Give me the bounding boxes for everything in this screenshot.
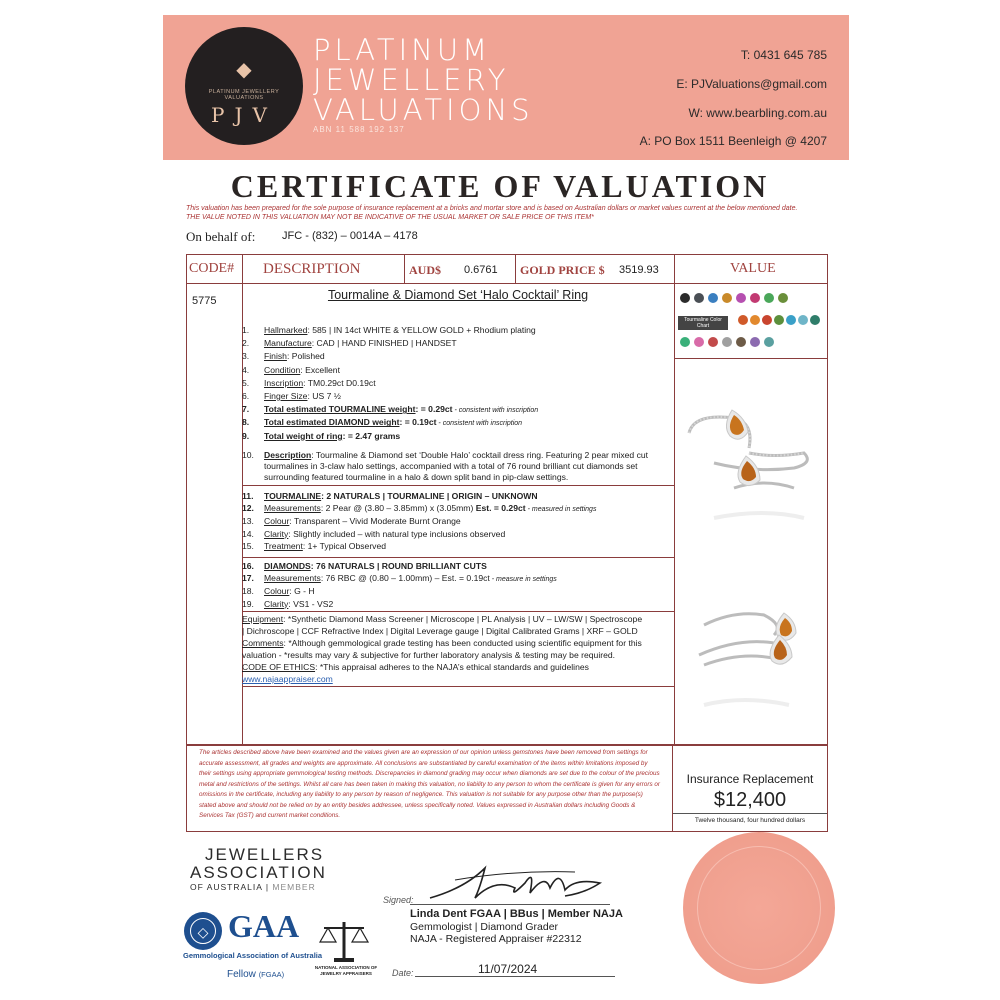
item-label: Measurements [264, 503, 321, 513]
color-swatch [764, 337, 774, 347]
section-divider [242, 485, 674, 486]
color-swatch [736, 293, 746, 303]
item-number: 3. [242, 351, 250, 362]
item-label: Colour [264, 586, 290, 596]
list-item [242, 586, 315, 596]
color-swatch [750, 293, 760, 303]
color-swatch [694, 293, 704, 303]
date-label: Date: [392, 968, 414, 978]
brand-line-1: PLATINUM [313, 33, 492, 67]
ring-photo-2 [674, 555, 827, 745]
list-item [242, 450, 648, 460]
item-number: 16. [242, 561, 254, 571]
contact-address: A: PO Box 1511 Beenleigh @ 4207 [639, 134, 827, 148]
contact-email: E: PJValuations@gmail.com [676, 77, 827, 91]
item-number: 9. [242, 430, 250, 441]
item-number: 19. [242, 598, 254, 609]
item-note: - consistent with inscription [452, 407, 539, 415]
header-gold-price: GOLD PRICE $ [520, 263, 605, 277]
contact-website: W: www.bearbling.com.au [688, 106, 827, 120]
equipment-line-1 [242, 614, 642, 624]
color-swatch [798, 315, 808, 325]
item-label: CODE OF ETHICS [242, 662, 316, 672]
color-swatch [708, 337, 718, 347]
letterhead-banner [163, 15, 849, 160]
item-text: : 2 NATURALS | TOURMALINE | ORIGIN – UNKNOWN [321, 491, 538, 501]
item-number: 6. [242, 391, 250, 401]
item-label: Total estimated DIAMOND weight [264, 417, 400, 428]
item-text: : VS1 - VS2 [288, 598, 334, 609]
item-number: 8. [242, 417, 250, 428]
item-number: 15. [242, 541, 254, 552]
jaa-line-1: JEWELLERS [205, 845, 325, 864]
item-label: Clarity [264, 598, 289, 609]
gaa-emblem [184, 912, 222, 950]
item-number: 14. [242, 528, 254, 539]
header-value: VALUE [730, 261, 776, 276]
item-text: : TM0.29ct D0.19ct [303, 377, 376, 388]
item-number: 12. [242, 503, 254, 513]
header-aud: AUD$ [409, 263, 441, 277]
insurance-value-words: Twelve thousand, four hundred dollars [673, 813, 827, 824]
list-item [242, 338, 457, 348]
item-text: : G - H [289, 586, 315, 596]
jaa-line-3: OF AUSTRALIA | MEMBER [190, 882, 316, 892]
color-swatch [750, 337, 760, 347]
gold-price-value: 3519.93 [619, 264, 659, 276]
item-text: : = 2.47 grams [342, 430, 401, 441]
item-number: 2. [242, 338, 250, 349]
insurance-label: Insurance Replacement [686, 772, 814, 786]
color-swatch [680, 293, 690, 303]
valuation-table [186, 254, 828, 746]
signer-registration: NAJA - Registered Appraiser #22312 [410, 933, 582, 945]
item-note: - measure in settings [489, 576, 557, 583]
color-swatch [810, 315, 820, 325]
embossed-seal [683, 832, 835, 984]
color-swatch [778, 293, 788, 303]
item-estimate: Est. = 0.29ct [473, 503, 526, 513]
item-text: : Polished [286, 351, 325, 362]
signature-line [410, 904, 610, 905]
item-text: : Transparent – Vivid Moderate Burnt Orange [289, 516, 461, 526]
item-label: Description [264, 450, 312, 460]
list-item [242, 529, 505, 539]
item-number: 7. [242, 404, 250, 415]
item-text: : *This appraisal adheres to the NAJA’s ethical standards and guidelines [315, 662, 589, 672]
certificate-date: 11/07/2024 [478, 962, 538, 976]
list-item [242, 378, 376, 388]
header-description: DESCRIPTION [263, 261, 361, 277]
gaa-full-name: Gemmological Association of Australia [183, 951, 323, 960]
item-text: : 76 RBC @ (0.80 – 1.00mm) – Est. = 0.19ct [320, 573, 490, 583]
list-item [242, 325, 536, 335]
item-label: Equipment [242, 614, 284, 624]
ring-band [704, 614, 777, 635]
list-item [242, 573, 557, 585]
logo-arc-text: PLATINUM JEWELLERY VALUATIONS [208, 89, 280, 101]
item-number: 13. [242, 516, 254, 526]
diamonds-heading [242, 561, 487, 571]
list-item [242, 365, 340, 375]
ethics-line [242, 662, 589, 672]
color-swatch [750, 315, 760, 325]
comments-line-1 [242, 638, 642, 648]
signer-name: Linda Dent FGAA | BBus | Member NAJA [410, 908, 623, 920]
item-label: Total estimated TOURMALINE weight [264, 404, 416, 415]
header-divider [515, 255, 516, 283]
comments-line-2: valuation - *results may vary & subjective for further laboratory analysis & testing may be required. [242, 650, 616, 660]
item-code: 5775 [192, 295, 217, 307]
description-line-3: surrounding featured tourmaline in a halo & down split band in pip-claw settings. [264, 472, 569, 482]
disclaimer-line-1: This valuation has been prepared for the sole purpose of insurance replacement at a bricks and mortar store and is based on Australian dollars or market values current at the below mentioned date. [186, 205, 798, 212]
item-label: DIAMONDS [264, 561, 311, 571]
item-title: Tourmaline & Diamond Set ‘Halo Cocktail’ Ring [327, 288, 589, 302]
header-divider [404, 255, 405, 283]
item-number: 10. [242, 450, 254, 460]
item-label: Hallmarked [264, 325, 308, 335]
tourmaline-heading [242, 491, 538, 501]
item-label: Inscription [264, 377, 304, 388]
color-swatch [774, 315, 784, 325]
disclaimer-line-2: THE VALUE NOTED IN THIS VALUATION MAY NOT BE INDICATIVE OF THE USUAL MARKET OR SALE PRICE OF THIS ITEM* [186, 214, 594, 221]
jaa-country: OF AUSTRALIA [190, 882, 263, 892]
item-number: 1. [242, 325, 250, 335]
item-text: : = 0.29ct [415, 404, 453, 415]
section-divider [242, 557, 674, 558]
footer-disclaimer-box [186, 744, 673, 832]
item-text: : 585 | IN 14ct WHITE & YELLOW GOLD + Rhodium plating [307, 325, 536, 335]
item-label: Comments [242, 638, 284, 648]
item-text: : 1+ Typical Observed [302, 541, 387, 552]
list-item [242, 516, 461, 526]
item-number: 4. [242, 364, 250, 375]
signed-label: Signed: [383, 895, 414, 905]
color-swatch [680, 337, 690, 347]
pjv-logo [185, 27, 303, 145]
logo-initials: PJV [211, 103, 277, 127]
gaa-fellow [227, 969, 284, 980]
color-swatch [764, 293, 774, 303]
item-label: Clarity [264, 528, 289, 539]
color-swatch [722, 337, 732, 347]
item-text: : *Synthetic Diamond Mass Screener | Microscope | PL Analysis | UV – LW/SW | Spectroscope [283, 614, 643, 624]
item-label: Treatment [264, 541, 303, 552]
item-text: : CAD | HAND FINISHED | HANDSET [311, 338, 457, 349]
tourmaline-color-chart [674, 283, 827, 359]
item-label: Condition [264, 364, 301, 375]
gaa-logo-text: GAA [228, 908, 300, 944]
item-label: Measurements [264, 573, 321, 583]
brand-line-3: VALUATIONS [313, 93, 534, 127]
aud-value: 0.6761 [464, 264, 498, 276]
item-label: Manufacture [264, 338, 312, 349]
color-swatch [786, 315, 796, 325]
jaa-member: MEMBER [272, 882, 316, 892]
color-swatch [722, 293, 732, 303]
ring-photo-1 [674, 358, 827, 533]
list-item [242, 503, 596, 515]
naja-text: NATIONAL ASSOCIATION OF JEWELRY APPRAISERS [314, 965, 378, 976]
list-item [242, 541, 386, 551]
item-label: TOURMALINE [264, 491, 322, 501]
item-label: Total weight of ring [264, 430, 343, 441]
item-text: : Slightly included – with natural type inclusions observed [288, 528, 506, 539]
color-chart-label: Tourmaline Color Chart [678, 316, 728, 330]
section-divider [242, 686, 674, 687]
contact-phone: T: 0431 645 785 [740, 48, 827, 62]
color-swatch [736, 337, 746, 347]
diamond-icon: ◇ [190, 918, 216, 944]
item-number: 5. [242, 377, 250, 388]
abn-number: ABN 11 588 192 137 [313, 125, 405, 134]
list-item [242, 417, 522, 429]
naja-scales-icon [318, 918, 370, 964]
certificate-title: CERTIFICATE OF VALUATION [230, 168, 770, 204]
on-behalf-label: On behalf of: [186, 229, 256, 244]
fellow-label: Fellow [227, 969, 256, 980]
description-line-2: tourmalines in 3-claw halo settings, accompanied with a total of 76 round brilliant cut diamonds set [264, 461, 638, 471]
fellow-abbr: (FGAA) [258, 970, 285, 979]
section-divider [242, 611, 674, 612]
jaa-line-2: ASSOCIATION [190, 863, 327, 882]
date-line [415, 976, 615, 977]
item-label: Finish [264, 351, 287, 362]
signer-role: Gemmologist | Diamond Grader [410, 921, 559, 933]
on-behalf-value: JFC - (832) – 0014A – 4178 [282, 230, 418, 242]
item-note: - consistent with inscription [436, 420, 523, 428]
item-note: - measured in settings [525, 506, 597, 513]
brand-line-2: JEWELLERY [313, 63, 510, 97]
color-swatch [762, 315, 772, 325]
list-item [242, 391, 341, 401]
footer-disclaimer: The articles described above have been examined and the values given are an expression of our opinion unless gemstones have been removed from settings for accurate assessment, all grades and weights are approximate. All conclusions are substantiated by careful examination of the items within limitations imposed by their settings using appropriate gemmological testing methods. Discrepancies in diamond grading may occur when diamonds are set due to the colour of the precious metal and restrictions of the settings. Whilst all care has been taken in making this valuation, no liability to any person to whom the certificate is given for any errors or omissions in the certificate, including any liability to any person by reason of negligence. This valuation is not suitable for any purpose other than the purpose(s) stated above and should not be relied on by an entity besides addressee, unless specifically noted. Values expressed in Australian dollars including Goods & Services Tax (GST) and current market conditions. [199, 749, 660, 819]
color-swatch [708, 293, 718, 303]
header-code: CODE# [189, 261, 235, 276]
equipment-line-2: | Dichroscope | CCF Refractive Index | Digital Leverage gauge | Digital Calibrated Grams | XRF – GOLD [242, 626, 638, 636]
item-label: Finger Size [264, 391, 308, 401]
item-label: Colour [264, 516, 290, 526]
list-item [242, 404, 538, 416]
item-text: : 2 Pear @ (3.80 – 3.85mm) x (3.05mm) [320, 503, 474, 513]
insurance-value: $12,400 [713, 789, 787, 811]
naja-link[interactable]: www.najaappraiser.com [242, 674, 333, 684]
color-swatch [738, 315, 748, 325]
item-number: 11. [242, 491, 254, 501]
list-item [242, 351, 325, 361]
item-number: 17. [242, 573, 254, 583]
item-text: : Tourmaline & Diamond set ‘Double Halo’ cocktail dress ring. Featuring 2 pear mixed cut [311, 450, 649, 460]
item-number: 18. [242, 586, 254, 596]
seal-inner-ring [697, 846, 821, 970]
list-item [242, 599, 333, 609]
list-item [242, 431, 400, 441]
item-text: : 76 NATURALS | ROUND BRILLIANT CUTS [310, 561, 487, 571]
diamond-icon: ◆ [236, 59, 252, 81]
item-text: : US 7 ½ [307, 391, 341, 401]
item-text: : = 0.19ct [399, 417, 437, 428]
handwritten-signature [425, 858, 615, 906]
color-swatch [694, 337, 704, 347]
item-text: : Excellent [300, 364, 340, 375]
item-text: : *Although gemmological grade testing has been conducted using scientific equipment for this [283, 638, 642, 648]
insurance-box [672, 744, 828, 832]
